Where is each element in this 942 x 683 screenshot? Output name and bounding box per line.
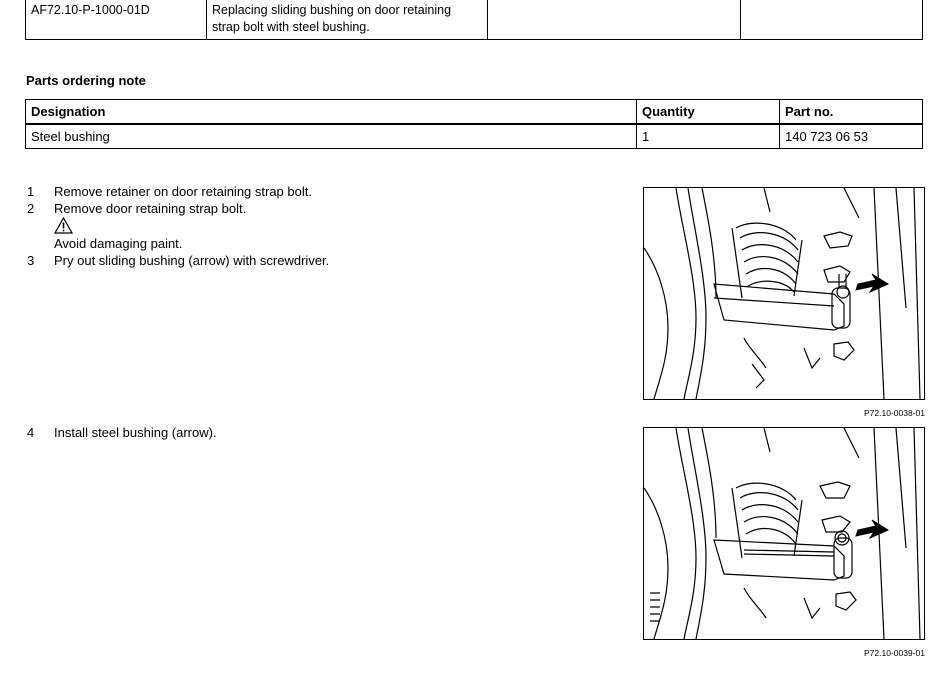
column-header-part-no: Part no. [780, 100, 923, 125]
table-row [26, 124, 923, 149]
figure-removal [643, 187, 925, 400]
document-id: AF72.10-P-1000-01D [26, 0, 207, 40]
document-title-line1: Replacing sliding bushing on door retaining [212, 3, 452, 17]
parts-table-header [26, 100, 923, 125]
step-text: Remove door retaining strap bolt. [54, 201, 247, 216]
door-strap-installation-illustration [644, 428, 924, 639]
step-text: Install steel bushing (arrow). [54, 425, 217, 440]
cell-quantity: 1 [637, 124, 780, 149]
cell-part-no: 140 723 06 53 [780, 124, 923, 149]
cell-designation: Steel bushing [26, 124, 637, 149]
door-strap-removal-illustration [644, 188, 924, 399]
warning-icon [54, 217, 73, 234]
step-number: 2 [27, 201, 35, 216]
document-title-line2: strap bolt with steel bushing. [212, 20, 370, 34]
document-empty-cell [741, 0, 923, 40]
step-text: Pry out sliding bushing (arrow) with screwdriver. [54, 253, 330, 268]
step-note: Avoid damaging paint. [54, 236, 183, 251]
step-number: 4 [27, 425, 35, 440]
document-title [207, 0, 488, 40]
parts-ordering-heading: Parts ordering note [26, 73, 146, 88]
document-header-table [25, 0, 923, 40]
step-number: 3 [27, 253, 35, 268]
document-empty-cell [488, 0, 741, 40]
figure-installation [643, 427, 925, 640]
step-number: 1 [27, 184, 35, 199]
figure-caption: P72.10-0039-01 [864, 648, 925, 658]
column-header-designation: Designation [26, 100, 637, 125]
parts-table [25, 99, 923, 149]
column-header-quantity: Quantity [637, 100, 780, 125]
step-text: Remove retainer on door retaining strap bolt. [54, 184, 312, 199]
figure-caption: P72.10-0038-01 [864, 408, 925, 418]
